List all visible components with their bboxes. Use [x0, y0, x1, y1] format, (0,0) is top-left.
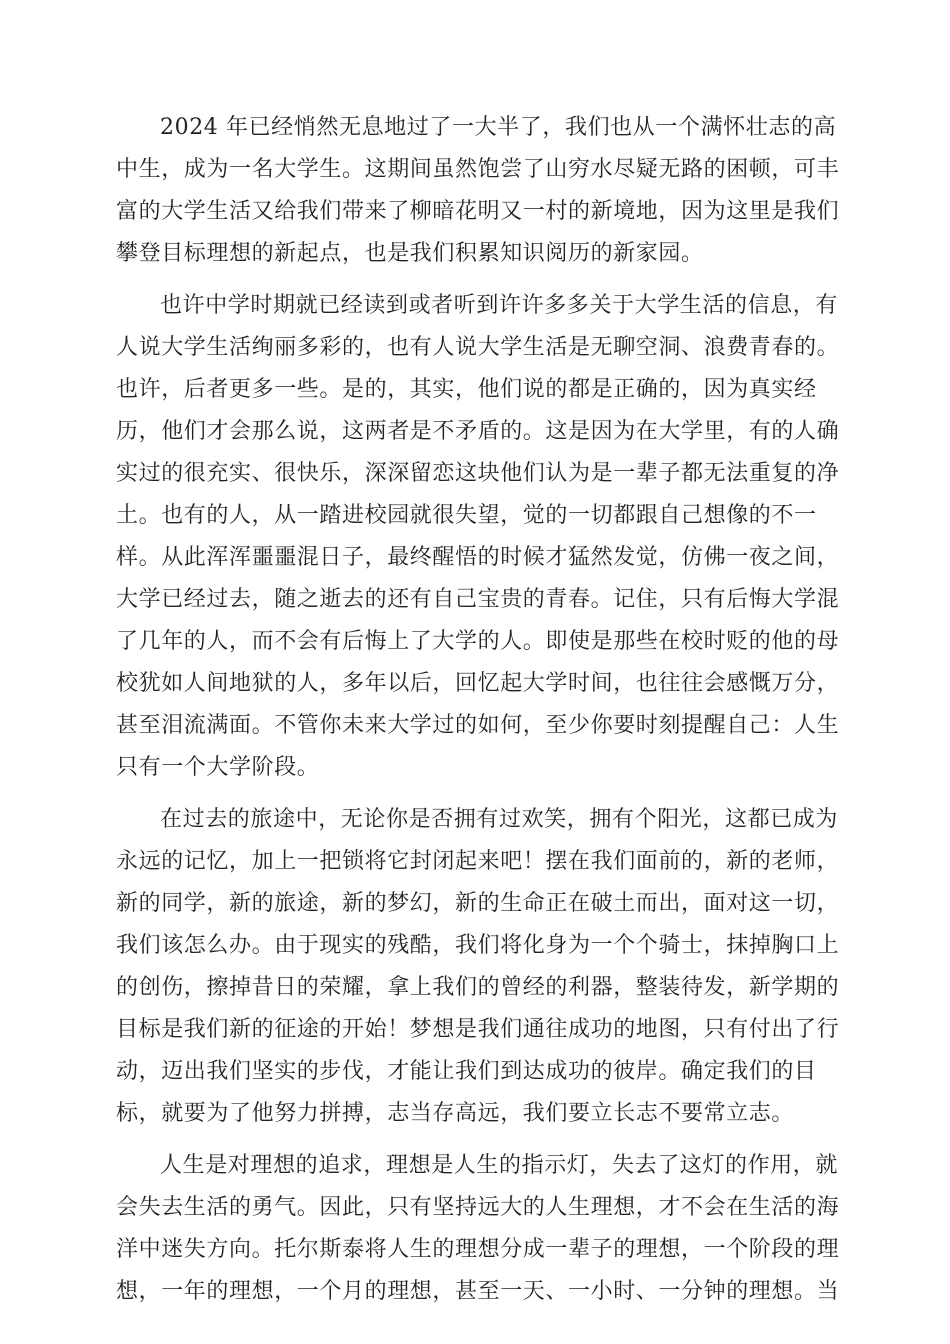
paragraph-2 [116, 285, 840, 789]
text-line: 也许中学时期就已经读到或者听到许许多多关于大学生活的信息，有 [160, 293, 839, 318]
text-line: 也许，后者更多一些。是的，其实，他们说的都是正确的，因为真实经 [116, 377, 817, 402]
text-line: 人生是对理想的追求，理想是人生的指示灯，失去了这灯的作用，就 [160, 1153, 839, 1178]
text-line: 会失去生活的勇气。因此，只有坚持远大的人生理想，才不会在生活的海 [116, 1195, 840, 1220]
text-line: 永远的记忆，加上一把锁将它封闭起来吧！摆在我们面前的，新的老师， [116, 849, 840, 874]
text-line: 攀登目标理想的新起点，也是我们积累知识阅历的新家园。 [116, 241, 704, 266]
text-line: 我们该怎么办。由于现实的残酷，我们将化身为一个个骑士，抹掉胸口上 [116, 933, 840, 958]
paragraph-1 [116, 107, 840, 275]
text-line: 目标是我们新的征途的开始！梦想是我们通往成功的地图，只有付出了行 [116, 1017, 840, 1042]
text-line: 历，他们才会那么说，这两者是不矛盾的。这是因为在大学里，有的人确 [116, 419, 840, 444]
text-line: 标，就要为了他努力拼搏，志当存高远，我们要立长志不要常立志。 [116, 1101, 795, 1126]
text-line: 2024 年已经悄然无息地过了一大半了，我们也从一个满怀壮志的高 [160, 115, 837, 140]
text-line: 新的同学，新的旅途，新的梦幻，新的生命正在破土而出，面对这一切， [116, 891, 840, 916]
text-line: 人说大学生活绚丽多彩的，也有人说大学生活是无聊空洞、浪费青春的。 [116, 335, 840, 360]
text-line: 样。从此浑浑噩噩混日子，最终醒悟的时候才猛然发觉，仿佛一夜之间， [116, 545, 840, 570]
text-line: 实过的很充实、很快乐，深深留恋这块他们认为是一辈子都无法重复的净 [116, 461, 840, 486]
text-line: 洋中迷失方向。托尔斯泰将人生的理想分成一辈子的理想，一个阶段的理 [116, 1237, 840, 1262]
paragraph-4 [116, 1145, 840, 1313]
text-line: 富的大学生活又给我们带来了柳暗花明又一村的新境地，因为这里是我们 [116, 199, 840, 224]
text-line: 只有一个大学阶段。 [116, 755, 320, 780]
document-body [116, 107, 840, 1323]
text-line: 中生，成为一名大学生。这期间虽然饱尝了山穷水尽疑无路的困顿，可丰 [116, 157, 840, 182]
text-line: 了几年的人，而不会有后悔上了大学的人。即使是那些在校时贬的他的母 [116, 629, 840, 654]
text-line: 校犹如人间地狱的人，多年以后，回忆起大学时间，也往往会感慨万分， [116, 671, 840, 696]
text-line: 在过去的旅途中，无论你是否拥有过欢笑，拥有个阳光，这都已成为 [160, 807, 839, 832]
paragraph-3 [116, 799, 840, 1135]
text-line: 动，迈出我们坚实的步伐，才能让我们到达成功的彼岸。确定我们的目 [116, 1059, 817, 1084]
text-line: 想，一年的理想，一个月的理想，甚至一天、一小时、一分钟的理想。当 [116, 1279, 840, 1304]
text-line: 土。也有的人，从一踏进校园就很失望，觉的一切都跟自己想像的不一 [116, 503, 817, 528]
text-line: 的创伤，擦掉昔日的荣耀，拿上我们的曾经的利器，整装待发，新学期的 [116, 975, 840, 1000]
text-line: 甚至泪流满面。不管你未来大学过的如何，至少你要时刻提醒自己：人生 [116, 713, 840, 738]
text-line: 大学已经过去，随之逝去的还有自己宝贵的青春。记住，只有后悔大学混 [116, 587, 840, 612]
